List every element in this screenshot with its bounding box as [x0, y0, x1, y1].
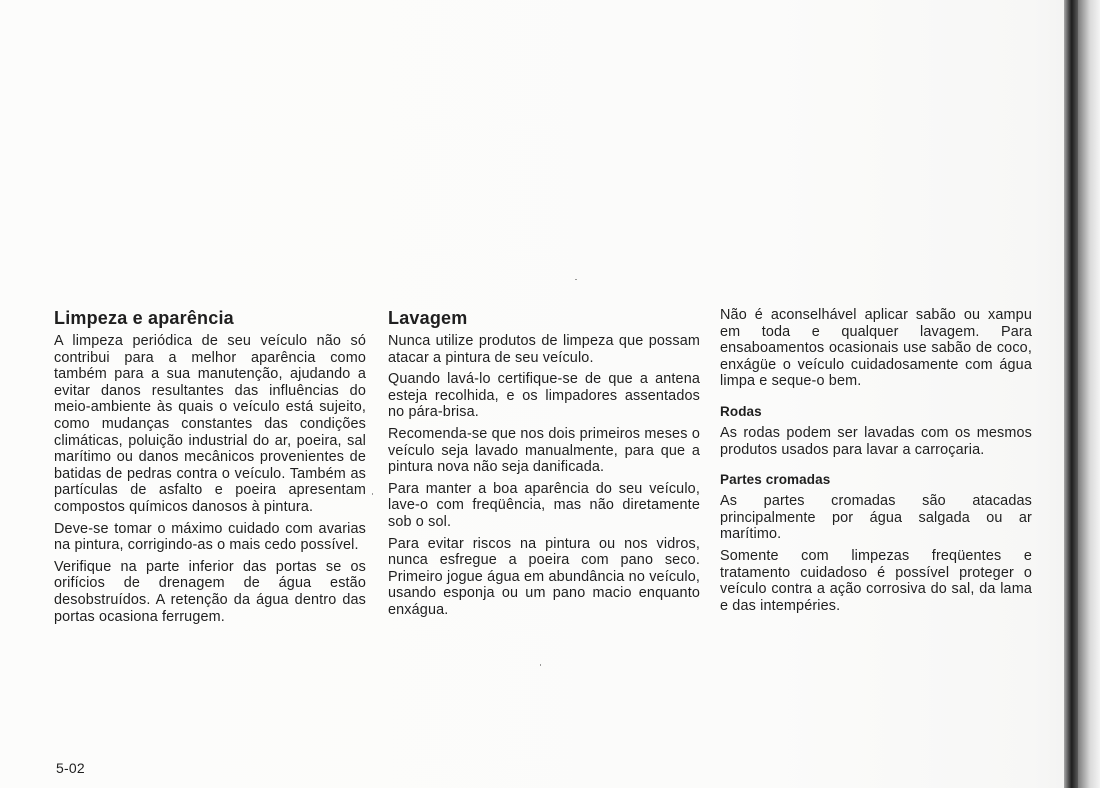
section-title-partes-cromadas: Partes cromadas: [720, 472, 831, 488]
limpeza-paragraph-3: Verifique na parte inferior das portas se os orifícios de drenagem de água estão desobstruídos. A retenção da água dentro das portas ocasiona ferrugem.: [54, 558, 366, 625]
limpeza-paragraph-2: Deve-se tomar o máximo cuidado com avarias na pintura, corrigindo-as o mais cedo possível.: [54, 520, 366, 554]
partes-cromadas-section: [720, 472, 1032, 614]
lavagem-paragraph-5: Para evitar riscos na pintura ou nos vidros, nunca esfregue a poeira com pano seco. Primeiro jogue água em abundância no veículo, usando esponja ou um pano macio enquanto enxágua.: [388, 535, 700, 618]
rodas-paragraph: As rodas podem ser lavadas com os mesmos produtos usados para lavar a carroçaria.: [720, 424, 1032, 458]
limpeza-section: [54, 307, 366, 630]
section-title-lavagem: Lavagem: [388, 308, 468, 328]
sabao-section: [720, 307, 1032, 390]
lavagem-paragraph-1: Nunca utilize produtos de limpeza que possam atacar a pintura de seu veículo.: [388, 333, 700, 366]
print-speck: [372, 493, 373, 495]
sabao-paragraph: Não é aconselhável aplicar sabão ou xampu em toda e qualquer lavagem. Para ensaboamentos ocasionais use sabão de coco, enxágüe o veículo cuidadosamente com água limpa e seque-o bem.: [720, 307, 1032, 390]
section-title-limpeza: Limpeza e aparência: [54, 308, 234, 328]
lavagem-paragraph-2: Quando lavá-lo certifique-se de que a antena esteja recolhida, e os limpadores assentados no pára-brisa.: [388, 371, 700, 421]
print-speck: [575, 279, 577, 280]
rodas-section: [720, 404, 1032, 458]
book-spine-edge: [1078, 0, 1100, 788]
lavagem-paragraph-3: Recomenda-se que nos dois primeiros meses o veículo seja lavado manualmente, para que a pintura nova não seja danificada.: [388, 425, 700, 476]
section-title-rodas: Rodas: [720, 403, 762, 419]
book-spine-shadow: [1064, 0, 1078, 788]
print-speck: [540, 664, 541, 666]
lavagem-paragraph-4: Para manter a boa aparência do seu veículo, lave-o com freqüência, mas não diretamente sob o sol.: [388, 480, 700, 530]
partes-cromadas-paragraph-1: As partes cromadas são atacadas principalmente por água salgada ou ar marítimo.: [720, 493, 1032, 543]
limpeza-paragraph-1: A limpeza periódica de seu veículo não só contribui para a melhor aparência como também para a sua manutenção, ajudando a evitar danos resultantes das influências do meio-ambiente às quais o veículo está sujeito, como mudanças constantes das condições climáticas, poluição industrial do ar, poeira, sal marítimo ou danos mecânicos provenientes de batidas de pedras contra o veículo. Também as partículas de asfalto e poeira apresentam compostos químicos danosos à pintura.: [54, 333, 366, 515]
partes-cromadas-paragraph-2: Somente com limpezas freqüentes e tratamento cuidadoso é possível proteger o veículo contra a ação corrosiva do sal, da lama e das intempéries.: [720, 547, 1032, 614]
lavagem-section: [388, 307, 700, 624]
right-column: [720, 307, 1032, 619]
page-number: 5-02: [56, 760, 85, 776]
